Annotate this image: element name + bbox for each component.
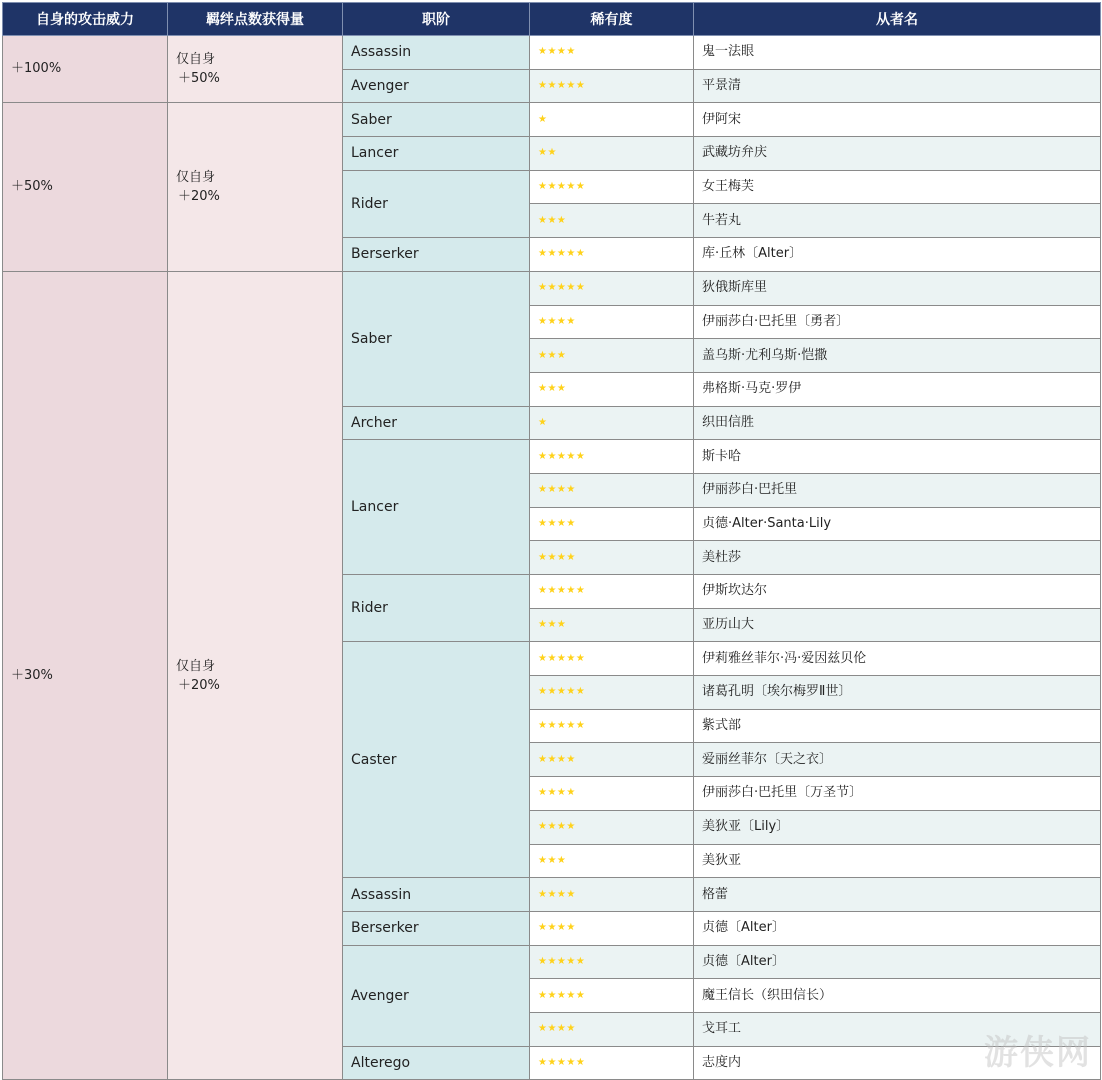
rarity-stars: ★★★★★ [530, 69, 694, 103]
servant-name: 爱丽丝菲尔〔天之衣〕 [694, 743, 1101, 777]
table-row [3, 36, 1101, 70]
rarity-stars: ★★★★ [530, 777, 694, 811]
servant-name: 志度内 [694, 1046, 1101, 1080]
servant-name: 平景清 [694, 69, 1101, 103]
table-body [3, 36, 1101, 1080]
bond-bonus-value: ＋20% [178, 189, 220, 205]
rarity-stars: ★★★★ [530, 743, 694, 777]
rarity-stars: ★★★★★ [530, 1046, 694, 1080]
class-cell: Saber [343, 103, 530, 137]
servant-name: 贞德·Alter·Santa·Lily [694, 507, 1101, 541]
rarity-stars: ★★★ [530, 844, 694, 878]
class-cell: Saber [343, 271, 530, 406]
servant-name: 伊斯坎达尔 [694, 575, 1101, 609]
class-cell: Rider [343, 170, 530, 237]
rarity-stars: ★★★★ [530, 810, 694, 844]
class-cell: Assassin [343, 878, 530, 912]
bond-bonus-cell [168, 103, 343, 271]
bond-bonus-cell [168, 271, 343, 1080]
bond-scope-label: 仅自身 [176, 658, 216, 674]
rarity-stars: ★★★★★ [530, 238, 694, 272]
servant-name: 狄俄斯库里 [694, 271, 1101, 305]
rarity-stars: ★ [530, 103, 694, 137]
class-cell: Berserker [343, 238, 530, 272]
rarity-stars: ★★★★★ [530, 945, 694, 979]
bond-bonus-value: ＋20% [178, 677, 220, 693]
servant-name: 伊丽莎白·巴托里〔万圣节〕 [694, 777, 1101, 811]
class-cell: Archer [343, 406, 530, 440]
servant-name: 斯卡哈 [694, 440, 1101, 474]
servant-name: 女王梅芙 [694, 170, 1101, 204]
servant-name: 武藏坊弁庆 [694, 137, 1101, 171]
rarity-stars: ★★★★ [530, 878, 694, 912]
class-cell: Avenger [343, 945, 530, 1046]
attack-bonus-cell: ＋50% [3, 103, 168, 271]
servant-name: 伊莉雅丝菲尔·冯·爱因兹贝伦 [694, 642, 1101, 676]
class-cell: Berserker [343, 911, 530, 945]
servant-name: 牛若丸 [694, 204, 1101, 238]
servant-name: 盖乌斯·尤利乌斯·恺撒 [694, 339, 1101, 373]
rarity-stars: ★★★★ [530, 507, 694, 541]
header-class: 职阶 [343, 3, 530, 36]
class-cell: Lancer [343, 137, 530, 171]
header-attack: 自身的攻击威力 [3, 3, 168, 36]
rarity-stars: ★★★★ [530, 36, 694, 70]
servant-name: 格蕾 [694, 878, 1101, 912]
rarity-stars: ★★★★ [530, 1012, 694, 1046]
class-cell: Assassin [343, 36, 530, 70]
servant-name: 诸葛孔明〔埃尔梅罗Ⅱ世〕 [694, 676, 1101, 710]
servant-name: 美杜莎 [694, 541, 1101, 575]
servant-name: 弗格斯·马克·罗伊 [694, 372, 1101, 406]
rarity-stars: ★★ [530, 137, 694, 171]
rarity-stars: ★★★★ [530, 911, 694, 945]
servant-name: 鬼一法眼 [694, 36, 1101, 70]
servant-name: 亚历山大 [694, 608, 1101, 642]
bond-scope-label: 仅自身 [176, 52, 216, 68]
rarity-stars: ★★★ [530, 372, 694, 406]
rarity-stars: ★★★★★ [530, 271, 694, 305]
servant-name: 织田信胜 [694, 406, 1101, 440]
servant-table [2, 2, 1101, 1080]
rarity-stars: ★★★★ [530, 541, 694, 575]
attack-bonus-cell: ＋30% [3, 271, 168, 1080]
class-cell: Lancer [343, 440, 530, 575]
servant-name: 戈耳工 [694, 1012, 1101, 1046]
rarity-stars: ★★★★★ [530, 440, 694, 474]
rarity-stars: ★★★★★ [530, 709, 694, 743]
servant-name: 紫式部 [694, 709, 1101, 743]
rarity-stars: ★★★ [530, 339, 694, 373]
rarity-stars: ★★★ [530, 204, 694, 238]
rarity-stars: ★★★★★ [530, 676, 694, 710]
rarity-stars: ★★★★★ [530, 170, 694, 204]
header-row [3, 3, 1101, 36]
servant-name: 伊丽莎白·巴托里 [694, 473, 1101, 507]
class-cell: Avenger [343, 69, 530, 103]
rarity-stars: ★★★★★ [530, 575, 694, 609]
servant-name: 美狄亚 [694, 844, 1101, 878]
class-cell: Rider [343, 575, 530, 642]
rarity-stars: ★★★★★ [530, 642, 694, 676]
table-row [3, 103, 1101, 137]
header-rarity: 稀有度 [530, 3, 694, 36]
bond-scope-label: 仅自身 [176, 170, 216, 186]
bond-bonus-cell [168, 36, 343, 103]
servant-name: 伊丽莎白·巴托里〔勇者〕 [694, 305, 1101, 339]
servant-name: 魔王信长（织田信长） [694, 979, 1101, 1013]
servant-name: 伊阿宋 [694, 103, 1101, 137]
header-bond: 羁绊点数获得量 [168, 3, 343, 36]
class-cell: Caster [343, 642, 530, 878]
rarity-stars: ★★★★★ [530, 979, 694, 1013]
bond-bonus-value: ＋50% [178, 71, 220, 87]
rarity-stars: ★ [530, 406, 694, 440]
rarity-stars: ★★★ [530, 608, 694, 642]
header-servant-name: 从者名 [694, 3, 1101, 36]
class-cell: Alterego [343, 1046, 530, 1080]
table-row [3, 271, 1101, 305]
watermark: 游侠网 [984, 1033, 1092, 1073]
rarity-stars: ★★★★ [530, 473, 694, 507]
servant-name: 贞德〔Alter〕 [694, 911, 1101, 945]
servant-name: 库·丘林〔Alter〕 [694, 238, 1101, 272]
attack-bonus-cell: ＋100% [3, 36, 168, 103]
rarity-stars: ★★★★ [530, 305, 694, 339]
servant-name: 贞德〔Alter〕 [694, 945, 1101, 979]
servant-name: 美狄亚〔Lily〕 [694, 810, 1101, 844]
